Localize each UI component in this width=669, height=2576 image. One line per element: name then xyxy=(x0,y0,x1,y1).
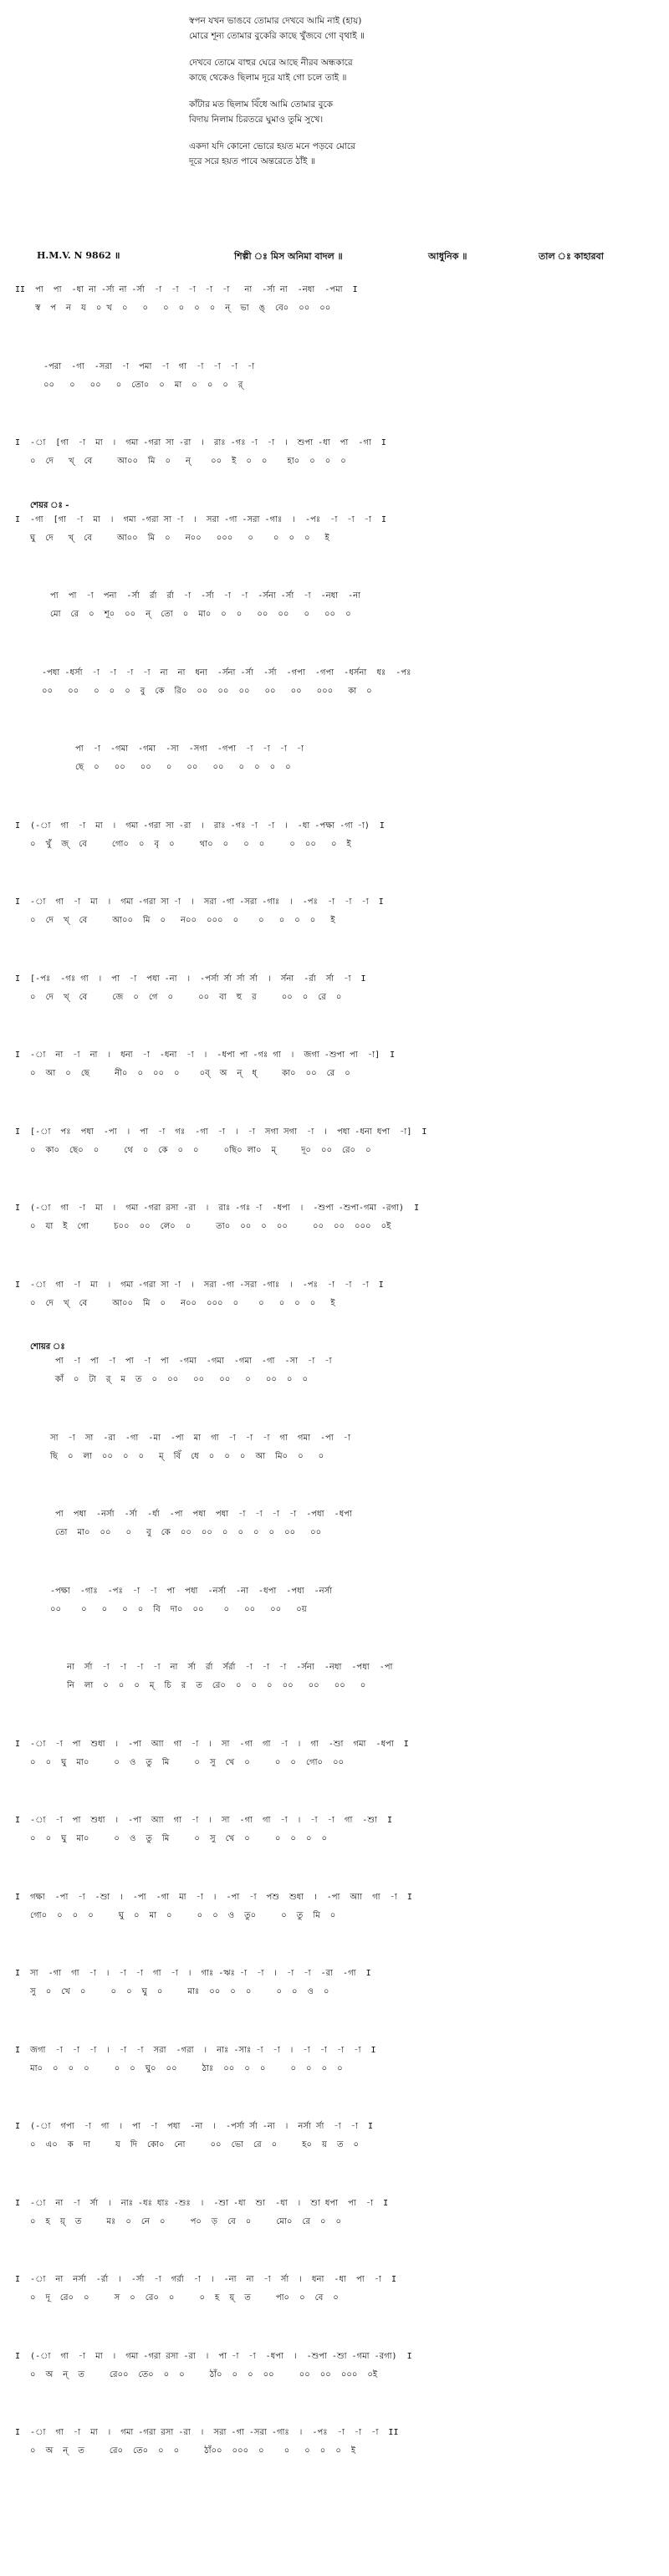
lyric-stanza xyxy=(189,97,540,127)
lyric-line: বিদায় নিলাম চিরতরে ঘুমাও তুমি সুখে। xyxy=(189,115,324,125)
lyric-syllable-row: ০ দে খ্ বে আ০০ মি ০ ন্ ০০ ই ০ ০ হা০ ০ ০ ০ xyxy=(15,457,346,466)
notation-block xyxy=(0,1968,669,2015)
notation-block xyxy=(0,2427,669,2474)
taal-name: তাল ঃ কাহারবা xyxy=(539,251,604,262)
swara-row: -পধা -ধর্সা -া -া -া -া না না ধনা -র্সনা -র্সা -র্সা -গপা -গপা -ধর্সনা ধঃ -পঃ xyxy=(42,667,411,677)
swara-row: II পা পা -ধা না -র্সা না -র্সা -া -া -া -া -া না -র্সা না -নধা -পমা I xyxy=(15,285,358,294)
notation-block xyxy=(0,2198,669,2245)
lyric-syllable-row: ০ যা ই গো চ০০ ০০ লে০ ০ তা০ ০০ ০ ০০ ০০ ০০ ০০০ ০ই xyxy=(15,1222,391,1231)
swara-row: I -া [গা -া মা । গমা -গরা সা -রা । রাঃ -গঃ -া -া । শুপা -ধা পা -গা I xyxy=(15,438,386,447)
notation-block xyxy=(0,667,669,714)
swara-row: I -া না নর্সা -র্রা । -র্সা -া গর্রা -া । -না না -া র্সা । ধনা -ধা পা -া I xyxy=(15,2275,396,2284)
notation-block xyxy=(0,514,669,561)
notation-block xyxy=(0,1280,669,1326)
swara-row: I -া না -া না । ধনা -া -ধনা -া । -ধপা পা -গঃ গা । জগা -শুপা পা -া] I xyxy=(15,1050,396,1060)
swara-row: I -া -া পা শুধা । -পা আা গা -া । সা -গা গা -া । গা -শুা গমা -ধপা I xyxy=(15,1739,409,1749)
swara-row: I (-া গা -া মা । গমা -গরা রসা -রা । পা -া -া -ধপা । -শুপা -শুা -গমা -রগা) I xyxy=(15,2351,412,2361)
lyric-syllable-row: ০ এ০ ক দা য দি কো০ নো ০০ ভো রে ০ হ০ য় ত ০ xyxy=(15,2140,360,2149)
lyric-syllable-row: ০ অ ন্ ত রে০ তে০ ০ ০ ঠাঁ০০ ০০০ ০ ০ ০ ০ ০ ই xyxy=(15,2446,356,2456)
swara-row: I -া -া পা শুধা । -পা আা গা -া । সা -গা গা -া । -া -া গা -শুা I xyxy=(15,1816,392,1825)
section-label: শোয়র ঃ xyxy=(30,1342,65,1352)
swara-row: I (-া গা -া মা । গমা -গরা সা -রা । রাঃ -গঃ -া -া । -ধা -পক্ষা -গা -া) I xyxy=(15,820,385,831)
swara-row: I [-পঃ -গঃ গা । পা -া পধা -না । -পর্সা র্সা র্সা র্সা । র্সনা -র্রা র্সা -া I xyxy=(15,974,366,984)
swara-row: I (-া গপা -া গা । পা -া পধা -না । -পর্সা র্সা -না । নর্সা র্সা -া -া I xyxy=(15,2122,373,2131)
lyric-stanza xyxy=(189,13,540,43)
notation-block xyxy=(0,1203,669,1250)
lyric-syllable-row: কাঁ ০ টা র্ ম ত ০ ০০ ০০ ০০ ০ ০০ ০ ০ xyxy=(55,1375,308,1384)
swara-row: I -গা [গা -া মা । গমা -গরা সা -া । সরা -গা -সরা -গাঃ । -পঃ -া -া -া I xyxy=(15,514,386,524)
lyric-stanza xyxy=(189,55,540,85)
notation-block xyxy=(0,2274,669,2321)
notation-block xyxy=(0,361,669,408)
swara-row: পা -া -গমা -গমা -সা -সগা -গপা -া -া -া -া xyxy=(75,744,304,754)
swara-row: I সা -গা গা -া । -া -া গা -া । গাঃ -ঋঃ -া -া । -া -া -রা -গা I xyxy=(15,1969,371,1978)
lyric-syllable-row: ০ অ ন্ ত রে০০ তে০ ০ ০ ঠাঁ০ ০ ০ ০০ ০০ ০০ ০০০ ০ই xyxy=(15,2369,378,2379)
swara-row: I -া গা -া মা । গমা -গরা সা -া । সরা -গা -সরা -গাঃ । -পঃ -া -া -া I xyxy=(15,1280,384,1290)
lyrics-block xyxy=(189,13,540,181)
artist-name: শিল্পী ঃ মিস অনিমা বাদল ॥ xyxy=(234,251,343,262)
notation-block xyxy=(0,1356,669,1403)
notation-block xyxy=(0,1815,669,1862)
swara-row: I [-া পঃ পধা -পা । পা -া গঃ -গা -া । -া সগা সগা -া । পধা -ধনা ধপা -া] I xyxy=(15,1127,427,1137)
lyric-syllable-row: ০ দে খ্ বে জে ০ গে ০ ০০ বা হু র ০০ ০ রে ০ xyxy=(15,992,342,1002)
lyric-line: দেখবে তোমে বাহুর ঘেরে আছে নীরব অন্ধকারে xyxy=(189,58,353,68)
notation-block xyxy=(0,1050,669,1096)
swara-row: না র্সা -া -া -া -া না র্সা র্রা র্সর্রা -া -া -া -র্সনা -নধা -পধা -পা xyxy=(67,1663,393,1672)
swara-row: I -া গা -া মা । গমা -গরা রসা -রা । সরা -গা -সরা -গাঃ । -পঃ -া -া -া II xyxy=(15,2428,399,2437)
swara-row: পা পধা -নর্সা -র্সা -র্ধা -পা পধা পধা -া -া -া -া -পধা -ধপা xyxy=(55,1510,352,1519)
lyric-line: একদা যদি কোনো ভোরে হয়ত মনে পড়বে মোরে xyxy=(189,141,355,151)
notation-block xyxy=(0,744,669,790)
lyric-syllable-row: ০ দে খ্ বে আ০০ মি ০ ন০০ ০০০ ০ ০ ০ ০ ০ ই xyxy=(15,1298,335,1308)
lyric-line: দূরে সরে হয়ত পাবে অন্তরেতে ঠাঁই ॥ xyxy=(189,156,315,166)
lyric-syllable-row: গো০ ০ ০ ০ ঘু ০ মা ০ ০ ০ ও তু০ ০ তু মি ০ xyxy=(15,1910,336,1920)
notation-block xyxy=(0,1127,669,1173)
section-label: শেয়র ঃ - xyxy=(30,500,69,510)
swara-row: -পরা -গা -সরা -া পমা -া গা -া -া -া -া xyxy=(43,361,255,371)
lyric-syllable-row: নি লা ০ ০ ০ ম্ চি র ত রে০ ০ ০ ০ ০০ ০০ ০০ ০ xyxy=(67,1681,366,1690)
lyric-line: স্বপন যখন ভাঙবে তোমার দেখবে আমি নাই (হায়) xyxy=(189,16,362,26)
notation-block xyxy=(0,897,669,943)
lyric-line: কাছে থেকেও ছিলাম দূরে যাই গো চলে তাই ॥ xyxy=(189,73,347,83)
notation-block xyxy=(0,974,669,1020)
notation-block xyxy=(0,1509,669,1556)
swara-row: I গক্ষা -পা -া -শুা । -পা -গা মা -া । -পা -া পশু শুধা । -পা আা গা -া I xyxy=(15,1892,412,1902)
notation-block xyxy=(0,437,669,484)
lyric-syllable-row: ছে ০ ০০ ০০ ০ ০০ ০০ ০ ০ ০ ০ xyxy=(75,763,291,772)
notation-block xyxy=(0,820,669,867)
swara-row: -পক্ষা -গাঃ -পঃ -া -া পা পধা -নর্সা -না -ধপা -পধা -নর্সা xyxy=(50,1586,333,1596)
lyric-syllable-row: ০ খুঁ জ্ বে গো০ ০ বৃ ০ থা০ ০ ০ ০ ০ ০০ ০ ই xyxy=(15,839,351,849)
lyric-syllable-row: ০ দূ রে০ ০ স ০ রে০ ০ ০ হ য়্ ত পা০ ০ বে ০ xyxy=(15,2293,339,2303)
lyric-syllable-row: স্ব প ন য ০ খ ০ ০ ০ ০ ০ ০ ন্ ভা ঙ্ বে০ ০০ ০০ xyxy=(15,304,331,313)
notation-block xyxy=(0,1892,669,1939)
lyric-syllable-row: ঘু দে খ্ বে আ০০ মি ০ ন০০ ০০০ ০ ০ ০ ০ ই xyxy=(15,533,329,543)
lyric-syllable-row: মো রে ০ শূ০ ০০ ন্ তো ০ মা০ ০ ০ ০০ ০০ ০ ০০ ০ xyxy=(50,610,351,619)
lyric-syllable-row: ০০ ০০ ০ ০ ০ বু কে রি০ ০০ ০০ ০০ ০০ ০০ ০০০ কা ০ xyxy=(42,686,372,696)
song-genre: আধুনিক ॥ xyxy=(428,251,467,262)
lyric-syllable-row: ০ ০ ঘু মা০ ০ ও তু মি ০ সু খে ০ ০ ০ গো০ ০০ xyxy=(15,1757,345,1767)
swara-row: I -া গা -া মা । গমা -গরা সা -া । সরা -গা -সরা -গাঃ । -পঃ -া -া -া I xyxy=(15,897,384,907)
lyric-syllable-row: মা০ ০ ০ ০ ০ ০ ঘু০ ০০ ঠাঃ ০০ ০ ০ ০ ০ ০ ০ xyxy=(15,2063,343,2073)
lyric-syllable-row: ০০ ০ ০০ ০ তো০ ০ মা ০ ০ ০ র্ xyxy=(43,380,243,390)
notation-block xyxy=(0,1586,669,1633)
lyric-syllable-row: ০০ ০ ০ ০ ০ বি দা০ ০০ ০ ০০ ০০ ০য় xyxy=(50,1604,307,1614)
notation-block xyxy=(0,1662,669,1709)
notation-block xyxy=(0,2351,669,2398)
swara-row: I জগা -া -া -া । -া -া সরা -গরা । নাঃ -সাঃ -া -া । -া -া -া -া I xyxy=(15,2045,376,2055)
notation-block xyxy=(0,2045,669,2092)
lyric-syllable-row: তো মা০ ০০ ০ বু কে ০০ ০০ ০ ০ ০ ০ ০০ ০০ xyxy=(55,1528,322,1537)
lyric-line: কাঁটার মত ছিলাম বিঁধে আমি তোমার বুকে xyxy=(189,100,334,110)
notation-block xyxy=(0,590,669,637)
lyric-syllable-row: ০ কা০ ছে০ ০ থে ০ কে ০ ০ ০ছি০ লা০ ম্ দূ০ ০০ রে০ ০ xyxy=(15,1145,371,1155)
swara-row: সা -া সা -রা -গা -মা -পা মা গা -া -া -া গা গমা -পা -া xyxy=(50,1433,350,1443)
record-info-line xyxy=(37,249,639,266)
lyric-syllable-row: ছি ০ লা ০০ ০ ০ ম্ বিঁ ধে ০ ০ ০ আ মি০ ০ ০ xyxy=(50,1451,324,1461)
lyric-syllable-row: ০ আ ০ ছে নী০ ০ ০০ ০ ০ব্ অ ন্ ধ্ কা০ ০০ রে ০ xyxy=(15,1069,350,1078)
notation-block xyxy=(0,1433,669,1480)
lyric-syllable-row: ০ হ য়্ ত মঃ ০ নে ০ প০ ড় বে ০ মো০ রে ০ ০ xyxy=(15,2216,342,2226)
notation-block xyxy=(0,1739,669,1786)
record-number: H.M.V. N 9862 ॥ xyxy=(37,250,120,261)
lyric-syllable-row: সু ০ খে ০ ০ ০ ঘু ০ মাঃ ০০ ০ ০ ০ ০ ও ০ xyxy=(15,1987,329,1996)
lyric-syllable-row: ০ দে খ্ বে আ০০ মি ০ ন০০ ০০০ ০ ০ ০ ০ ০ ই xyxy=(15,916,335,925)
notation-block xyxy=(0,2121,669,2168)
notation-block xyxy=(0,284,669,331)
lyric-syllable-row: ০ ০ ঘু মা০ ০ ও তু মি ০ সু খে ০ ০ ০ ০ ০ xyxy=(15,1834,328,1843)
lyric-stanza xyxy=(189,139,540,169)
swara-row: পা পা -া পনা -র্সা র্রা র্রা -া -র্সা -া -া -র্সনা -র্সা -া -নধা -না xyxy=(50,591,361,601)
swara-row: I -া না -া র্সা । নাঃ -ধঃ ধাঃ -শুঃ । -শুা -ধা শুা -ধা । শুা ধপা পা -া I xyxy=(15,2198,389,2208)
swara-row: I (-া গা -া মা । গমা -গরা রসা -রা । রাঃ -গঃ -া -ধপা । -শুপা -শুপা-গমা -রগা) I xyxy=(15,1204,420,1213)
swara-row: পা -া পা -া পা -া পা -গমা -গমা -গমা -গা -সা -া -া xyxy=(55,1357,332,1366)
lyric-line: মোরে শূন্য তোমার বুকেরি কাছে খুঁজবে গো বৃথাই ॥ xyxy=(189,31,365,41)
